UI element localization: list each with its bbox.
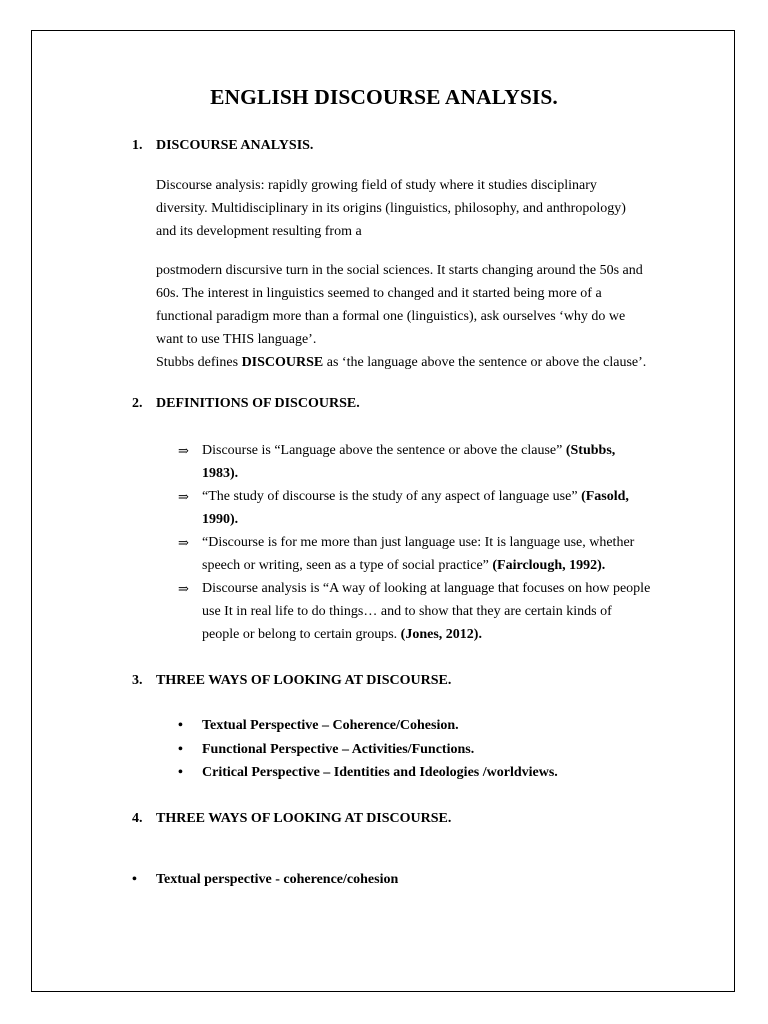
stubbs-suffix: as ‘the language above the sentence or above the clause’. [323,355,647,370]
section-title: THREE WAYS OF LOOKING AT DISCOURSE. [156,673,452,688]
dot-bullet-icon: • [132,872,137,887]
arrow-bullet-icon: ⇒ [178,443,189,458]
dot-bullet-icon: • [178,718,183,733]
definition-text: “The study of discourse is the study of any aspect of language use” [202,489,582,504]
dot-bullet-icon: • [178,765,183,780]
stubbs-prefix: Stubbs defines [156,355,242,370]
stubbs-definition [156,351,656,374]
definitions-list [178,439,668,646]
section-1-heading [132,138,313,154]
dot-bullet-icon: • [178,741,183,757]
section-number: 2. [132,396,143,411]
paragraph-line: 60s. The interest in linguistics seemed to changed and it started being more of a [156,286,602,301]
paragraph-line: Discourse analysis: rapidly growing field of study where it studies disciplinary [156,178,597,193]
definition-item [178,577,668,646]
section-2-heading [132,396,360,412]
paragraph-line: diversity. Multidisciplinary in its origins (linguistics, philosophy, and anthropology) [156,201,626,216]
section-title: DISCOURSE ANALYSIS. [156,138,314,153]
final-item-text: Textual perspective - coherence/cohesion [156,872,399,887]
paragraph-line: want to use THIS language’. [156,332,317,347]
definition-citation: (Fasold, [581,489,629,504]
section-title: DEFINITIONS OF DISCOURSE. [156,396,360,411]
paragraph-postmodern [156,259,656,374]
perspectives-list [178,714,668,785]
definition-text: speech or writing, seen as a type of social practice” [202,558,493,573]
definition-citation: (Stubbs, [565,443,616,458]
section-number: 4. [132,811,143,826]
section-number: 3. [132,673,143,688]
definition-item [178,485,668,531]
perspective-text: Functional Perspective – Activities/Functions. [202,741,475,757]
paragraph-line: postmodern discursive turn in the social sciences. It starts changing around the 50s and [156,263,643,278]
definition-citation: 1990). [202,512,239,527]
section-3-heading [132,673,451,689]
definition-citation: 1983). [202,466,239,481]
perspective-item [178,761,668,785]
section-title: THREE WAYS OF LOOKING AT DISCOURSE. [156,811,452,826]
definition-citation: (Jones, 2012). [400,627,482,642]
definition-item [178,439,668,485]
arrow-bullet-icon: ⇒ [178,535,189,550]
section-number: 1. [132,138,143,153]
paragraph-line: and its development resulting from a [156,224,362,239]
perspective-item [178,714,668,738]
definition-text: people or belong to certain groups. [202,627,401,642]
definition-text: Discourse analysis is “A way of looking at language that focuses on how people [202,581,651,596]
perspective-text: Critical Perspective – Identities and Ideologies /worldviews. [202,765,558,780]
definition-item [178,531,668,577]
section-4-heading [132,811,451,827]
document-title: ENGLISH DISCOURSE ANALYSIS. [210,85,558,109]
stubbs-bold-term: DISCOURSE [241,355,324,370]
definition-citation: (Fairclough, 1992). [492,558,606,573]
definition-text: Discourse is “Language above the sentence or above the clause” [202,443,566,458]
perspective-text: Textual Perspective – Coherence/Cohesion. [202,718,459,733]
definition-text: use It in real life to do things… and to show that they are certain kinds of [202,604,612,619]
paragraph-line: functional paradigm more than a formal one (linguistics), ask ourselves ‘why do we [156,309,626,324]
arrow-bullet-icon: ⇒ [178,489,189,504]
paragraph-intro [156,174,656,243]
arrow-bullet-icon: ⇒ [178,581,189,596]
final-list-item [132,872,398,888]
definition-text: “Discourse is for me more than just language use: It is language use, whether [202,535,635,550]
perspective-item [178,738,668,762]
